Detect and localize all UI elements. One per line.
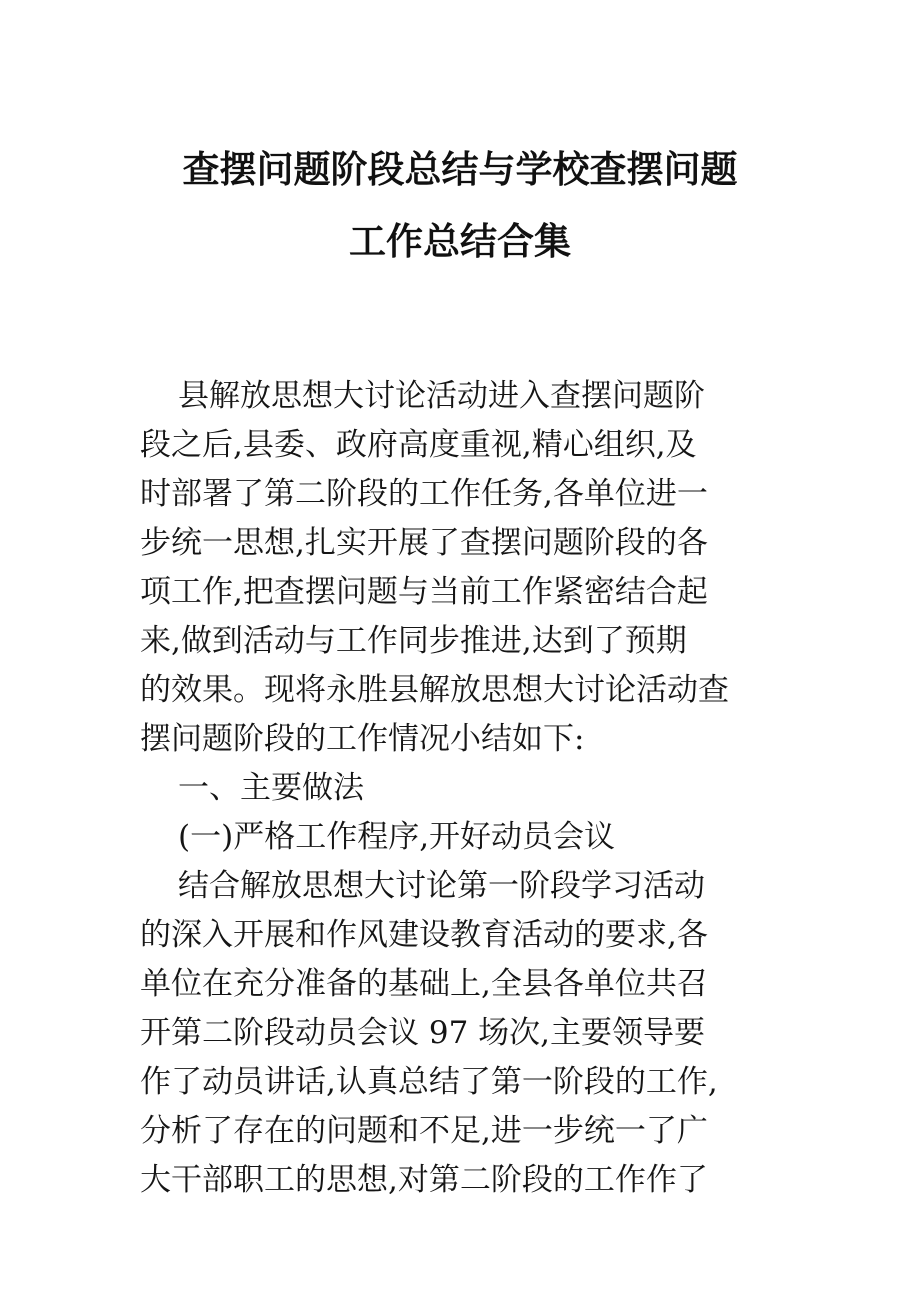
paragraph-line: 段之后,县委、政府高度重视,精心组织,及 bbox=[140, 427, 697, 463]
paragraph-line: 单位在充分准备的基础上,全县各单位共召 bbox=[140, 966, 708, 1002]
paragraph-line: 大干部职工的思想,对第二阶段的工作作了 bbox=[140, 1162, 708, 1198]
document-body bbox=[140, 372, 800, 1205]
paragraph-line: 作了动员讲话,认真总结了第一阶段的工作, bbox=[140, 1064, 718, 1100]
paragraph-line: 步统一思想,扎实开展了查摆问题阶段的各 bbox=[140, 525, 708, 561]
paragraph-line: 的效果。现将永胜县解放思想大讨论活动查 bbox=[140, 672, 729, 708]
section-heading: 一、主要做法 bbox=[178, 770, 364, 806]
document-title-line-1: 查摆问题阶段总结与学校查摆问题 bbox=[182, 148, 738, 191]
subsection-heading: (一)严格工作程序,开好动员会议 bbox=[178, 819, 616, 855]
paragraph-line: 开第二阶段动员会议 97 场次,主要领导要 bbox=[140, 1015, 706, 1051]
paragraph-line: 结合解放思想大讨论第一阶段学习活动 bbox=[178, 868, 705, 904]
paragraph-line: 的深入开展和作风建设教育活动的要求,各 bbox=[140, 917, 708, 953]
paragraph-line: 分析了存在的问题和不足,进一步统一了广 bbox=[140, 1113, 708, 1149]
paragraph-line: 县解放思想大讨论活动进入查摆问题阶 bbox=[178, 378, 705, 414]
paragraph-line: 项工作,把查摆问题与当前工作紧密结合起 bbox=[140, 574, 708, 610]
document-title-line-2: 工作总结合集 bbox=[349, 220, 571, 263]
paragraph-line: 来,做到活动与工作同步推进,达到了预期 bbox=[140, 623, 687, 659]
paragraph-line: 摆问题阶段的工作情况小结如下: bbox=[140, 721, 585, 757]
paragraph-line: 时部署了第二阶段的工作任务,各单位进一 bbox=[140, 476, 708, 512]
